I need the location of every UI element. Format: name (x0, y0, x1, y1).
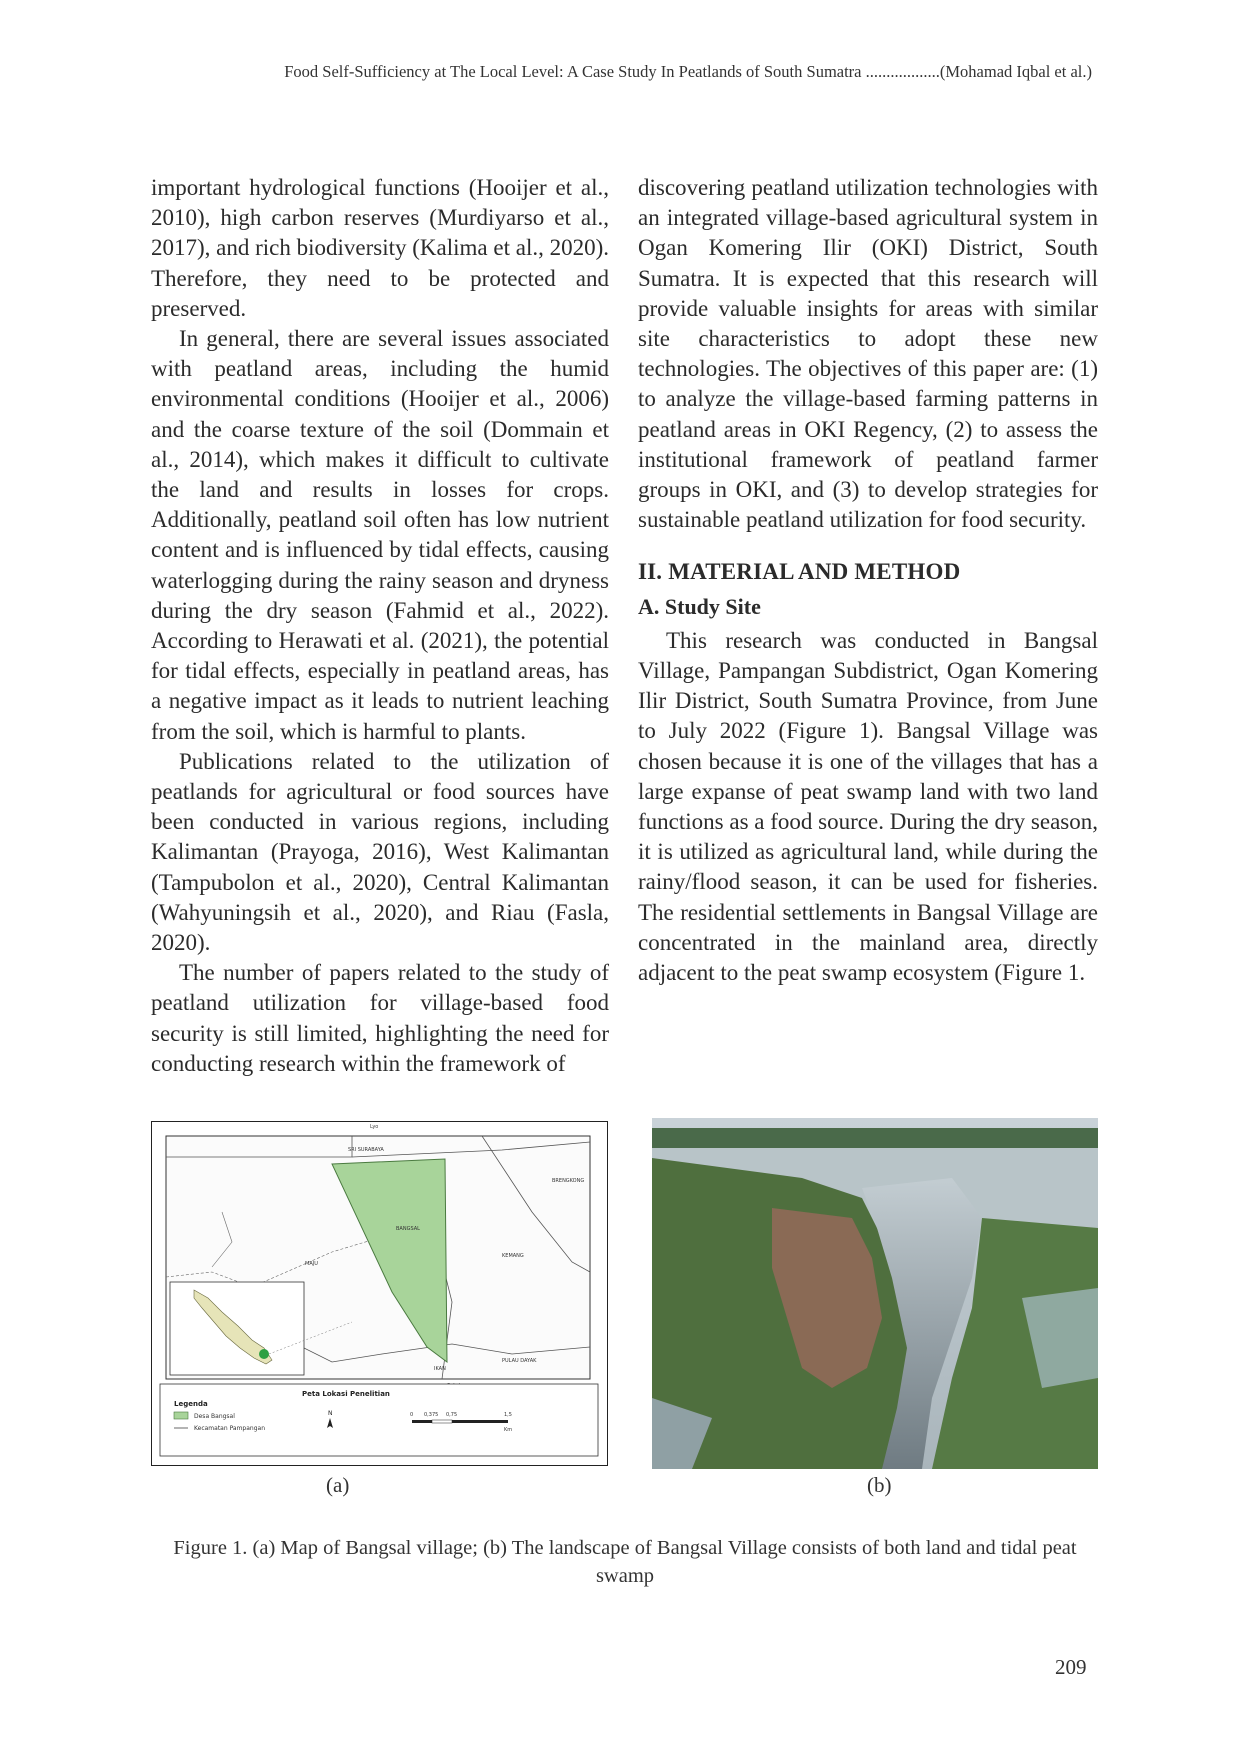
left-paragraph-1: important hydrological functions (Hooijer et al., 2010), high carbon reserves (Murdiyarso et al., 2017), and rich biodiversity (Kalima et al., 2020). Therefore, they need to be protected and preserved. (151, 175, 609, 321)
figure-label-a: (a) (326, 1473, 350, 1497)
north-arrow-label: N (328, 1410, 333, 1417)
running-head: Food Self-Sufficiency at The Local Level: A Case Study In Peatlands of South Sumatra ..................(Mohamad Iqbal et al.) (284, 62, 1092, 81)
legend-item-village: Desa Bangsal (194, 1413, 235, 1420)
section-heading: II. MATERIAL AND METHOD (638, 559, 961, 585)
figure-label-b: (b) (867, 1473, 892, 1497)
scale-label-1: 0,375 (424, 1412, 439, 1418)
right-column (638, 173, 1098, 988)
scale-unit: Km (504, 1427, 513, 1433)
right-paragraph-2: This research was conducted in Bangsal Village, Pampangan Subdistrict, Ogan Komering Ilir District, South Sumatra Province, from June to July 2022 (Figure 1). Bangsal Village was chosen because it is one of the villages that has a large expanse of peat swamp land with two land functions as a food source. During the dry season, it is utilized as agricultural land, while during the rainy/flood season, it can be used for fisheries. The residential settlements in Bangsal Village are concentrated in the mainland area, directly adjacent to the peat swamp ecosystem (Figure 1. (638, 627, 1098, 986)
aerial-photo-graphic (652, 1118, 1098, 1469)
figure-aerial-photo (652, 1118, 1098, 1469)
horizon-forest (652, 1128, 1098, 1150)
map-north-label: Lyo (370, 1124, 379, 1130)
map-label-right-upper: BRENGKONG (552, 1178, 585, 1184)
subsection-heading: A. Study Site (638, 593, 761, 619)
page-number: 209 (1055, 1655, 1087, 1679)
scale-bar-segment (412, 1420, 432, 1423)
map-label-bottom-right: PULAU DAYAK (502, 1358, 537, 1364)
left-paragraph-3: Publications related to the utilization of peatlands for agricultural or food sources have been conducted in various regions, including Kalimantan (Prayoga, 2016), West Kalimantan (Tampubolon et al., 2020), Central Kalimantan (Wahyuningsih et al., 2020), and Riau (Fasla, 2020). (151, 748, 609, 956)
map-label-bottom-mid: IKAN (434, 1366, 446, 1372)
map-label-right-mid: KEMANG (502, 1253, 524, 1259)
legend-swatch-village (174, 1412, 188, 1419)
map-label-left-mid: MAJU (305, 1261, 318, 1267)
legend-item-subdistrict: Kecamatan Pampangan (194, 1425, 266, 1432)
map-graphic (152, 1122, 606, 1464)
figure-map (151, 1121, 608, 1466)
figure-caption: Figure 1. (a) Map of Bangsal village; (b) The landscape of Bangsal Village consists of both land and tidal peat swamp (173, 1537, 1077, 1587)
scale-label-2: 0,75 (446, 1412, 458, 1418)
left-paragraph-4: The number of papers related to the study of peatland utilization for village-based food security is still limited, highlighting the need for conducting research within the framework of (151, 960, 609, 1076)
inset-location-marker (259, 1349, 269, 1359)
scale-bar-segment (452, 1420, 508, 1423)
right-paragraph-1: discovering peatland utilization technologies with an integrated village-based agricultural system in Ogan Komering Ilir (OKI) District, South Sumatra. It is expected that this research will provide valuable insights for areas with similar site characteristics to adopt these new technologies. The objectives of this paper are: (1) to analyze the village-based farming patterns in peatland areas in OKI Regency, (2) to assess the institutional framework of peatland farmer groups in OKI, and (3) to develop strategies for sustainable peatland utilization for food security. (638, 175, 1098, 533)
scale-bar-segment (432, 1420, 452, 1423)
left-paragraph-2: In general, there are several issues associated with peatland areas, including the humid environmental conditions (Hooijer et al., 2006) and the coarse texture of the soil (Dommain et al., 2014), which makes it difficult to cultivate the land and results in losses for crops. Additionally, peatland soil often has low nutrient content and is influenced by tidal effects, causing waterlogging during the rainy season and dryness during the dry season (Fahmid et al., 2022). According to Herawati et al. (2021), the potential for tidal effects, especially in peatland areas, has a negative impact as it leads to nutrient leaching from the soil, which is harmful to plants. (151, 326, 609, 744)
scale-label-3: 1,5 (504, 1412, 512, 1418)
scale-label-0: 0 (410, 1412, 414, 1418)
legend-title: Legenda (174, 1400, 208, 1408)
map-title: Peta Lokasi Penelitian (302, 1390, 390, 1398)
map-label-village: BANGSAL (396, 1226, 420, 1232)
left-column (151, 173, 609, 1079)
map-label-top: SRI SURABAYA (348, 1147, 384, 1153)
